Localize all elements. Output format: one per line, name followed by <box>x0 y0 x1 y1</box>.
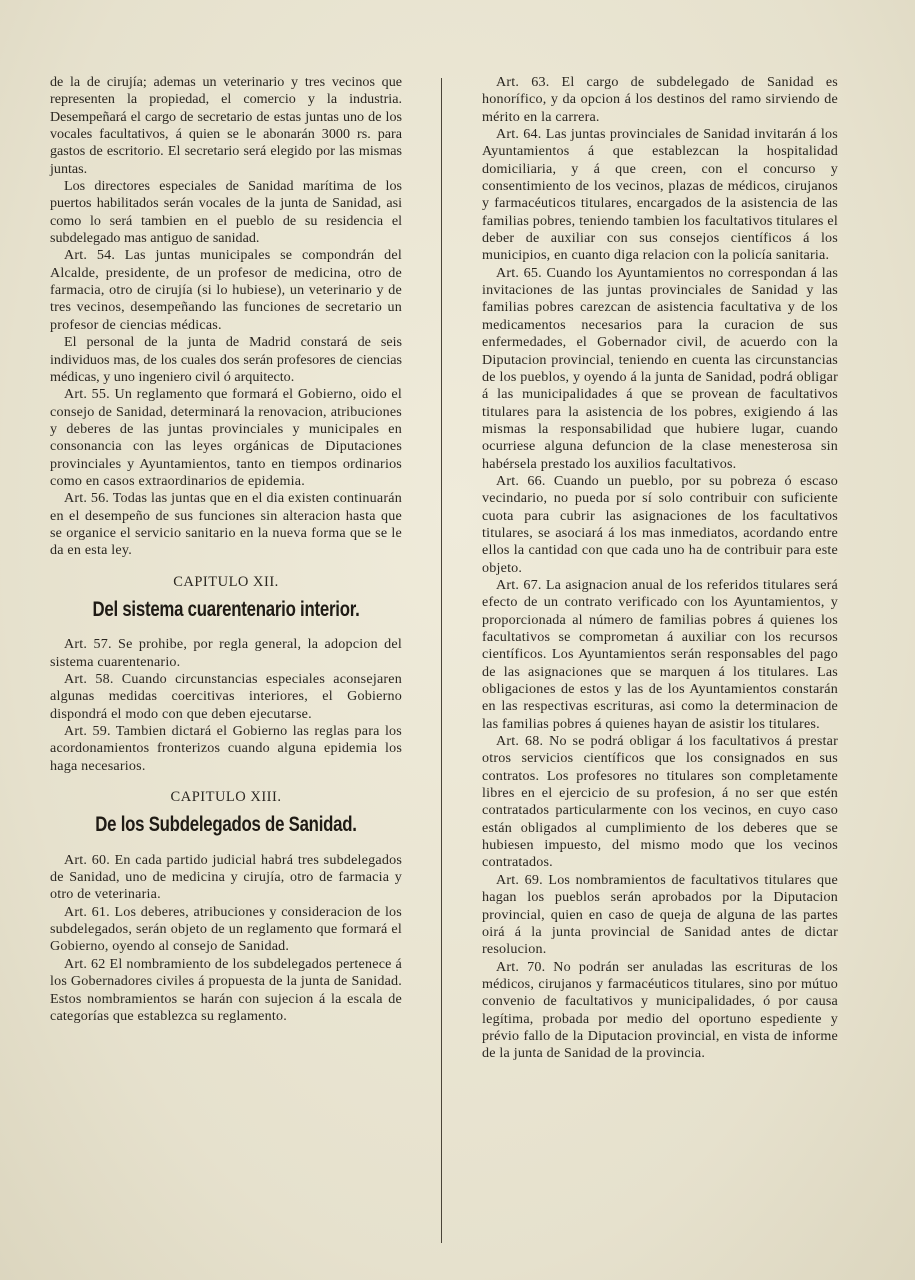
article-54 <box>50 247 402 334</box>
article-text: El cargo de subdelegado de Sanidad es honorífico, y da opcion á los destinos del ramo sirviendo de mérito en la carrera. <box>482 74 838 125</box>
article-number: Art. 54. <box>64 247 116 264</box>
article-61 <box>50 904 402 956</box>
chapter-label: CAPITULO XII. <box>173 573 279 590</box>
paragraph: de la de cirujía; ademas un veterinario y tres vecinos que representen la propiedad, el comercio y la industria. Desempeñará el cargo de secretario de estas juntas uno de los vocales facultativos, á quien se le abonarán 3000 rs. para gastos de escritorio. El secretario será elegido por las mismas juntas. <box>50 74 402 177</box>
chapter-title: Del sistema cuarentenario interior. <box>92 597 360 621</box>
article-number: Art. 56. <box>64 490 110 507</box>
article-66 <box>482 473 838 577</box>
article-number: Art. 68. <box>496 733 544 750</box>
article-text: La asignacion anual de los referidos titulares será efecto de un contrato verificado con los Ayuntamientos, y proporcionada al número de familias pobres á quienes los facultativos se comprometan á auxiliar con los recursos científicos. Los Ayuntamientos serán responsables del pago de las asignaciones que se marquen á los titulares. Las obligaciones de estos y las de los Ayuntamientos constarán en las respectivas escrituras, asi como la determinacion de las familias pobres á quienes hayan de asistir los titulares. <box>482 576 838 732</box>
article-text: Las juntas provinciales de Sanidad invitarán á los Ayuntamientos á que establezcan la hospitalidad domiciliaria, y á que creen, con el concurso y consentimiento de los vecinos, plazas de médicos, cirujanos y farmacéuticos titulares, encargados de la asistencia de las familias pobres, teniendo tambien los facultativos titulares el deber de auxiliar con sus consejos científicos á los municipios, en cuanto diga relacion con la policía sanitaria. <box>482 126 838 264</box>
article-58 <box>50 671 402 723</box>
chapter-title: De los Subdelegados de Sanidad. <box>95 813 357 837</box>
article-67 <box>482 577 838 733</box>
article-number: Art. 65. <box>496 264 542 281</box>
article-text: Los nombramientos de facultativos titulares que hagan los pueblos serán aprobados por la Diputacion provincial, quien en caso de queja de alguna de las partes oirá á la junta provincial de Sanidad antes de dictar resolucion. <box>482 871 838 958</box>
article-number: Art. 64. <box>496 126 542 143</box>
article-text: Un reglamento que formará el Gobierno, oido el consejo de Sanidad, determinará la renovacion, atribuciones y deberes de las juntas provinciales y municipales en consonancia con las leyes orgánicas de Diputaciones provinciales y Ayuntamientos, tanto en tiempos ordinarios como en casos extraordinarios de epidemia. <box>50 386 402 489</box>
right-column <box>482 74 838 1063</box>
article-number: Art. 57. <box>64 636 112 653</box>
article-number: Art. 70. <box>496 958 546 975</box>
article-text: No se podrá obligar á los facultativos á prestar otros servicios científicos que los consignados en sus contratos. Los profesores no titulares son completamente libres en el ejercicio de su profesion, á no ser que estén contratados particularmente con los vecinos, en cuyo caso están obligados al cumplimiento de los deberes que se hubiesen impuesto, del mismo modo que los vecinos contratados. <box>482 733 838 871</box>
article-text: Las juntas municipales se compondrán del Alcalde, presidente, de un profesor de medicina, otro de farmacia, otro de cirujía (si lo hubiese), un veterinario y de tres vecinos, desempeñando las funciones de secretario un profesor de ciencias médicas. <box>50 247 402 333</box>
article-text: Se prohibe, por regla general, la adopcion del sistema cuarentenario. <box>50 636 402 670</box>
article-69 <box>482 872 838 959</box>
article-63 <box>482 74 838 126</box>
article-text: Tambien dictará el Gobierno las reglas para los acordonamientos fronterizos cuando alguna epidemia los haga necesarios. <box>50 723 402 774</box>
left-column <box>50 74 402 1025</box>
article-number: Art. 59. <box>64 723 111 740</box>
article-text: Todas las juntas que en el dia existen continuarán en el desempeño de sus funciones sin alteracion hasta que se organice el servicio sanitario en la nueva forma que se le da en esta ley. <box>50 490 402 559</box>
article-text: El nombramiento de los subdelegados pertenece á los Gobernadores civiles á propuesta de la junta de Sanidad. Estos nombramientos se harán con sujecion á la escala de categorías que establezca su reglamento. <box>50 955 403 1024</box>
article-text: No podrán ser anuladas las escrituras de los médicos, cirujanos y farmacéuticos titulares, sino por mútuo convenio de facultativos y municipalidades, ó por causa legítima, probada por medio del oportuno espediente y prévio fallo de la Diputacion provincial, en vista de informe de la junta de Sanidad de la provincia. <box>482 958 838 1062</box>
article-56 <box>50 490 402 559</box>
article-55 <box>50 386 402 490</box>
article-number: Art. 62 <box>64 955 106 972</box>
article-number: Art. 69. <box>496 871 543 888</box>
article-text: Cuando los Ayuntamientos no correspondan á las invitaciones de las juntas provinciales de Sanidad y las familias pobres carezcan de asistencia facultativa y de los medicamentos necesarios para la curacion de sus enfermedades, el Gobernador civil, de acuerdo con la Diputacion provincial, teniendo en cuenta las circunstancias de los pueblos, y oyendo á la junta de Sanidad, podrá obligar á las municipalidades á que se provean de facultativos titulares para la asistencia de los pobres, exigiendo á las mismas la responsabilidad que hubiere lugar, cuando ocurriese alguna defuncion de la clase menesterosa sin habérsela prestado los auxilios facultativos. <box>482 264 838 472</box>
article-text: Cuando circunstancias especiales aconsejaren algunas medidas coercitivas interiores, el Gobierno dispondrá el modo con que deben ejecutarse. <box>50 671 402 722</box>
article-60 <box>50 852 402 904</box>
article-number: Art. 61. <box>64 903 110 920</box>
article-number: Art. 55. <box>64 386 110 403</box>
article-62 <box>50 956 402 1025</box>
article-number: Art. 63. <box>496 74 550 90</box>
article-number: Art. 58. <box>64 671 114 687</box>
paragraph: El personal de la junta de Madrid constará de seis individuos mas, de los cuales dos serán profesores de ciencias médicas, y uno ingeniero civil ó arquitecto. <box>50 334 402 385</box>
article-text: Los deberes, atribuciones y consideracion de los subdelegados, serán objeto de un reglamento que formará el Gobierno, oyendo al consejo de Sanidad. <box>50 903 402 955</box>
column-divider <box>441 78 442 1243</box>
article-57 <box>50 636 402 671</box>
article-59 <box>50 723 402 775</box>
article-68 <box>482 733 838 872</box>
article-number: Art. 60. <box>64 851 110 868</box>
article-65 <box>482 265 838 473</box>
article-64 <box>482 126 838 265</box>
article-number: Art. 67. <box>496 576 542 593</box>
article-70 <box>482 959 838 1063</box>
article-text: Cuando un pueblo, por su pobreza ó escaso vecindario, no pueda por sí solo contribuir con suficiente cuota para cubrir las asignaciones de los facultativos titulares, se asociará á los mas inmediatos, acordando entre ellos la cantidad con que cada uno ha de contribuir para este objeto. <box>482 472 838 576</box>
article-number: Art. 66. <box>496 472 546 489</box>
chapter-label: CAPITULO XIII. <box>170 789 282 806</box>
paragraph: Los directores especiales de Sanidad marítima de los puertos habilitados serán vocales de la junta de Sanidad, asi como lo será tambien en el pueblo de su residencia el subdelegado mas antiguo de sanidad. <box>50 178 402 247</box>
article-text: En cada partido judicial habrá tres subdelegados de Sanidad, uno de medicina y cirujía, otro de farmacia y otro de veterinaria. <box>50 851 403 903</box>
